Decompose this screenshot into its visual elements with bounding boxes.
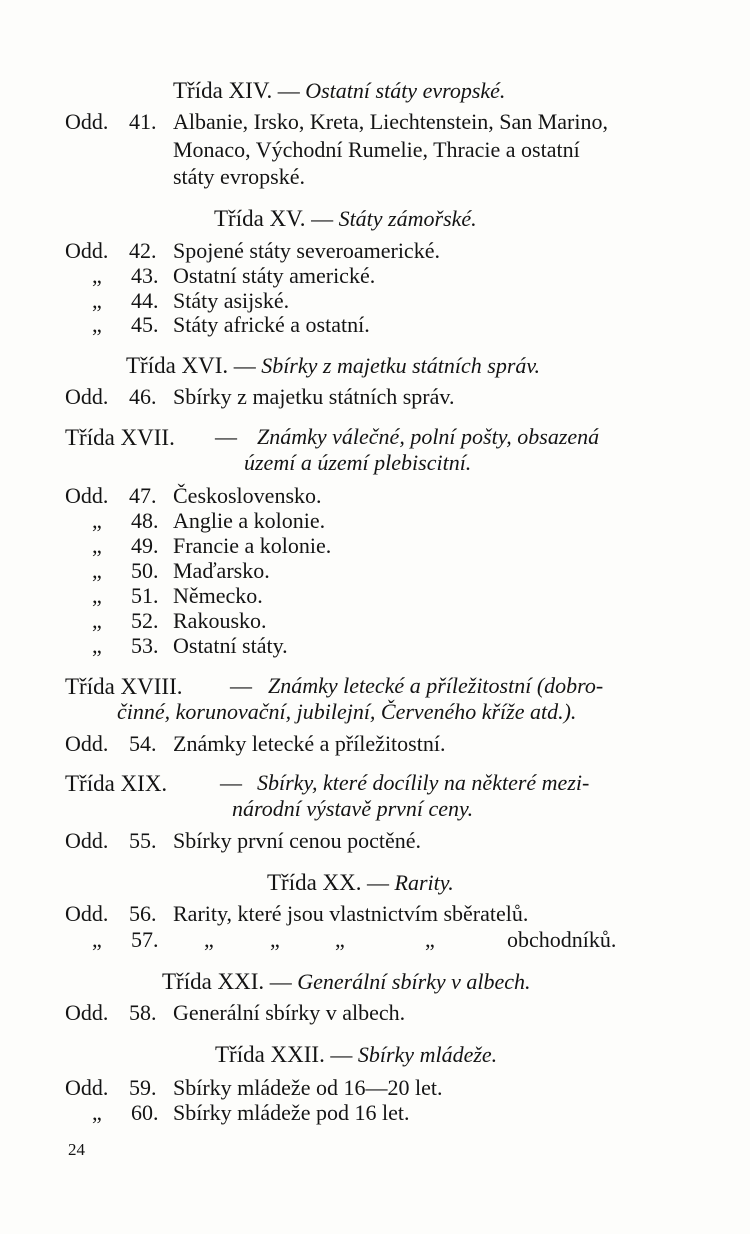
entry-text: Sbírky mládeže pod 16 let. bbox=[173, 1100, 410, 1125]
class-label: Třída XVI. bbox=[126, 353, 229, 378]
entry-number: 55. bbox=[129, 828, 157, 853]
entry-text: obchodníků. bbox=[507, 927, 617, 952]
entry-number: 41. bbox=[129, 109, 157, 134]
class-title: Sbírky z majetku státních správ. bbox=[261, 353, 541, 378]
ditto-mark: „ bbox=[92, 583, 102, 608]
odd-label: Odd. bbox=[65, 384, 109, 409]
section-heading-xiv bbox=[173, 79, 505, 102]
odd-label: Odd. bbox=[65, 828, 109, 853]
entry-text: Ostatní státy americké. bbox=[173, 263, 376, 288]
class-title: Státy zámořské. bbox=[338, 206, 477, 231]
entry-number: 54. bbox=[129, 731, 157, 756]
entry-number: 42. bbox=[129, 238, 157, 263]
ditto-mark: „ bbox=[335, 927, 345, 952]
ditto-mark: „ bbox=[92, 508, 102, 533]
entry-text: Německo. bbox=[173, 583, 263, 608]
class-label: Třída XX. bbox=[267, 870, 362, 895]
class-label: Třída XIX. bbox=[65, 771, 168, 796]
section-heading-xvi bbox=[126, 354, 540, 377]
entry-number: 45. bbox=[131, 312, 159, 337]
ditto-mark: „ bbox=[425, 927, 435, 952]
odd-label: Odd. bbox=[65, 731, 109, 756]
entry-text: Generální sbírky v albech. bbox=[173, 1000, 406, 1025]
heading-dash: — bbox=[230, 673, 252, 698]
class-title: Známky letecké a příležitostní (dobro- bbox=[268, 673, 604, 698]
entry-number: 46. bbox=[129, 384, 157, 409]
entry-text: Rakousko. bbox=[173, 608, 267, 633]
entry-number: 49. bbox=[131, 533, 159, 558]
heading-dash: — bbox=[330, 1042, 353, 1067]
entry-number: 58. bbox=[129, 1000, 157, 1025]
entry-number: 59. bbox=[129, 1075, 157, 1100]
entry-text: Rarity, které jsou vlastnictvím sběratelů. bbox=[173, 901, 529, 926]
entry-text-continued: státy evropské. bbox=[173, 164, 305, 189]
class-title: Sbírky, které docílily na některé mezi- bbox=[257, 770, 590, 795]
heading-dash: — bbox=[269, 969, 292, 994]
entry-number: 53. bbox=[131, 633, 159, 658]
entry-number: 48. bbox=[131, 508, 159, 533]
heading-dash: — bbox=[311, 206, 334, 231]
odd-label: Odd. bbox=[65, 901, 109, 926]
class-label: Třída XXI. bbox=[162, 969, 265, 994]
heading-dash: — bbox=[220, 770, 242, 795]
class-title-continued: národní výstavě první ceny. bbox=[232, 796, 474, 821]
section-heading-xix bbox=[65, 772, 167, 795]
entry-number: 51. bbox=[131, 583, 159, 608]
odd-label: Odd. bbox=[65, 109, 109, 134]
entry-number: 56. bbox=[129, 901, 157, 926]
entry-text: Ostatní státy. bbox=[173, 633, 288, 658]
entry-text-continued: Monaco, Východní Rumelie, Thracie a ostatní bbox=[173, 137, 580, 162]
entry-number: 60. bbox=[131, 1100, 159, 1125]
entry-text: Spojené státy severoamerické. bbox=[173, 238, 440, 263]
page-number: 24 bbox=[68, 1140, 85, 1159]
heading-dash: — bbox=[215, 424, 237, 449]
section-heading-xxi bbox=[162, 970, 531, 993]
section-heading-xv bbox=[214, 207, 477, 230]
class-title: Generální sbírky v albech. bbox=[297, 969, 531, 994]
class-title: Sbírky mládeže. bbox=[357, 1042, 498, 1067]
entry-text: Sbírky z majetku státních správ. bbox=[173, 384, 455, 409]
entry-text: Státy africké a ostatní. bbox=[173, 312, 370, 337]
entry-number: 43. bbox=[131, 263, 159, 288]
entry-number: 47. bbox=[129, 483, 157, 508]
class-title-continued: území a území plebiscitní. bbox=[244, 450, 472, 475]
section-heading-xxii bbox=[215, 1043, 497, 1066]
entry-text: Československo. bbox=[173, 483, 322, 508]
section-heading-xx bbox=[267, 871, 454, 894]
entry-text: Známky letecké a příležitostní. bbox=[173, 731, 446, 756]
entry-text: Státy asijské. bbox=[173, 288, 290, 313]
entry-text: Albanie, Irsko, Kreta, Liechtenstein, San Marino, bbox=[173, 109, 608, 134]
class-label: Třída XIV. bbox=[173, 78, 273, 103]
odd-label: Odd. bbox=[65, 483, 109, 508]
ditto-mark: „ bbox=[92, 608, 102, 633]
ditto-mark: „ bbox=[92, 263, 102, 288]
ditto-mark: „ bbox=[92, 927, 102, 952]
ditto-mark: „ bbox=[270, 927, 280, 952]
entry-text: Sbírky první cenou poctěné. bbox=[173, 828, 422, 853]
entry-number: 50. bbox=[131, 558, 159, 583]
class-label: Třída XV. bbox=[214, 206, 306, 231]
class-label: Třída XXII. bbox=[215, 1042, 325, 1067]
ditto-mark: „ bbox=[92, 288, 102, 313]
class-title: Známky válečné, polní pošty, obsazená bbox=[257, 424, 600, 449]
odd-label: Odd. bbox=[65, 1000, 109, 1025]
odd-label: Odd. bbox=[65, 1075, 109, 1100]
heading-dash: — bbox=[277, 78, 300, 103]
odd-label: Odd. bbox=[65, 238, 109, 263]
entry-text: Anglie a kolonie. bbox=[173, 508, 326, 533]
ditto-mark: „ bbox=[92, 533, 102, 558]
entry-number: 57. bbox=[131, 927, 159, 952]
section-heading-xvii bbox=[65, 426, 175, 449]
entry-number: 52. bbox=[131, 608, 159, 633]
class-label: Třída XVIII. bbox=[65, 674, 183, 699]
ditto-mark: „ bbox=[92, 312, 102, 337]
heading-dash: — bbox=[367, 870, 390, 895]
ditto-mark: „ bbox=[92, 633, 102, 658]
class-title-continued: činné, korunovační, jubilejní, Červeného kříže atd.). bbox=[117, 699, 577, 724]
class-title: Rarity. bbox=[394, 870, 454, 895]
entry-text: Maďarsko. bbox=[173, 558, 270, 583]
class-title: Ostatní státy evropské. bbox=[305, 78, 506, 103]
class-label: Třída XVII. bbox=[65, 425, 175, 450]
ditto-mark: „ bbox=[204, 927, 214, 952]
entry-text: Francie a kolonie. bbox=[173, 533, 332, 558]
ditto-mark: „ bbox=[92, 1100, 102, 1125]
entry-text: Sbírky mládeže od 16—20 let. bbox=[173, 1075, 443, 1100]
ditto-mark: „ bbox=[92, 558, 102, 583]
section-heading-xviii bbox=[65, 675, 183, 698]
heading-dash: — bbox=[233, 353, 256, 378]
entry-number: 44. bbox=[131, 288, 159, 313]
